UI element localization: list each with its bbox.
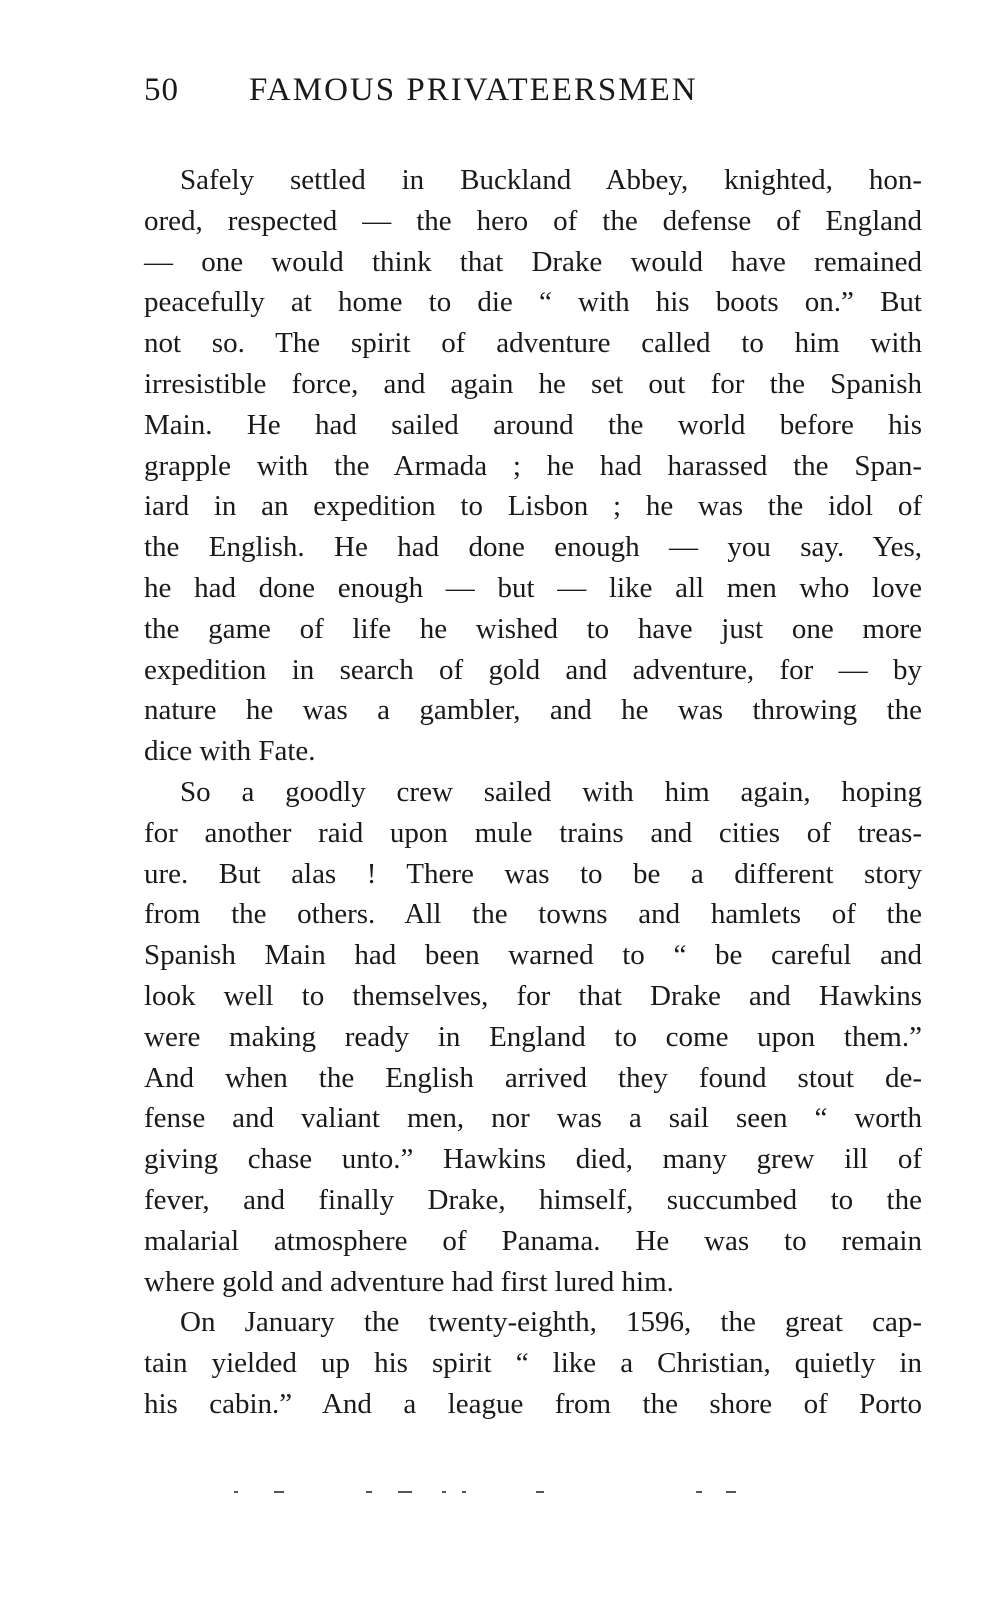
scan-mark [398, 1491, 412, 1493]
text-line: expedition in search of gold and adventure, for — by [144, 653, 922, 686]
text-line: not so. The spirit of adventure called to him with [144, 327, 922, 360]
scan-mark [536, 1491, 544, 1493]
scan-mark [234, 1491, 238, 1493]
text-line: fever, and finally Drake, himself, succumbed to the [144, 1183, 922, 1216]
text-line: from the others. All the towns and hamlets of the [144, 898, 922, 931]
running-head [144, 72, 934, 116]
text-line: ored, respected — the hero of the defense of England [144, 204, 922, 237]
text-line: were making ready in England to come upon them.” [144, 1020, 922, 1053]
text-line: tain yielded up his spirit “ like a Christian, quietly in [144, 1347, 922, 1380]
text-line: giving chase unto.” Hawkins died, many grew ill of [144, 1143, 922, 1176]
body-text [144, 160, 922, 1425]
text-line: the game of life he wished to have just one more [144, 612, 922, 645]
scan-mark [442, 1491, 446, 1493]
text-line: irresistible force, and again he set out for the Spanish [144, 367, 922, 400]
page-number: 50 [144, 72, 179, 108]
text-line: grapple with the Armada ; he had harassed the Span- [144, 449, 922, 482]
text-line: his cabin.” And a league from the shore of Porto [144, 1387, 922, 1420]
scan-mark [696, 1491, 702, 1493]
text-line: fense and valiant men, nor was a sail seen “ worth [144, 1102, 922, 1135]
text-line: nature he was a gambler, and he was throwing the [144, 694, 922, 727]
text-line: ure. But alas ! There was to be a different story [144, 857, 922, 890]
paragraph [144, 1302, 922, 1424]
text-line: Main. He had sailed around the world before his [144, 408, 922, 441]
text-line: malarial atmosphere of Panama. He was to remain [144, 1224, 922, 1257]
scan-mark [726, 1491, 736, 1493]
text-line: for another raid upon mule trains and cities of treas- [144, 816, 922, 849]
text-line: And when the English arrived they found stout de- [144, 1061, 922, 1094]
text-line: iard in an expedition to Lisbon ; he was the idol of [144, 490, 922, 523]
text-line: On January the twenty-eighth, 1596, the great cap- [180, 1306, 922, 1339]
paragraph [144, 772, 922, 1302]
text-line: Spanish Main had been warned to “ be careful and [144, 939, 922, 972]
text-line: So a goodly crew sailed with him again, hoping [180, 775, 922, 808]
running-title: FAMOUS PRIVATEERSMEN [249, 72, 698, 108]
text-line: the English. He had done enough — you say. Yes, [144, 531, 922, 564]
text-line: peacefully at home to die “ with his boots on.” But [144, 286, 922, 319]
text-line: Safely settled in Buckland Abbey, knighted, hon- [180, 164, 922, 196]
text-line: — one would think that Drake would have remained [144, 245, 922, 278]
scan-mark [274, 1491, 284, 1493]
text-line: where gold and adventure had first lured him. [144, 1265, 674, 1298]
text-line: dice with Fate. [144, 735, 316, 768]
paragraph [144, 160, 922, 772]
scan-artifact-marks [226, 1488, 746, 1496]
scan-mark [366, 1491, 372, 1493]
scan-mark [462, 1491, 466, 1493]
text-line: he had done enough — but — like all men who love [144, 571, 922, 604]
text-line: look well to themselves, for that Drake and Hawkins [144, 979, 922, 1012]
